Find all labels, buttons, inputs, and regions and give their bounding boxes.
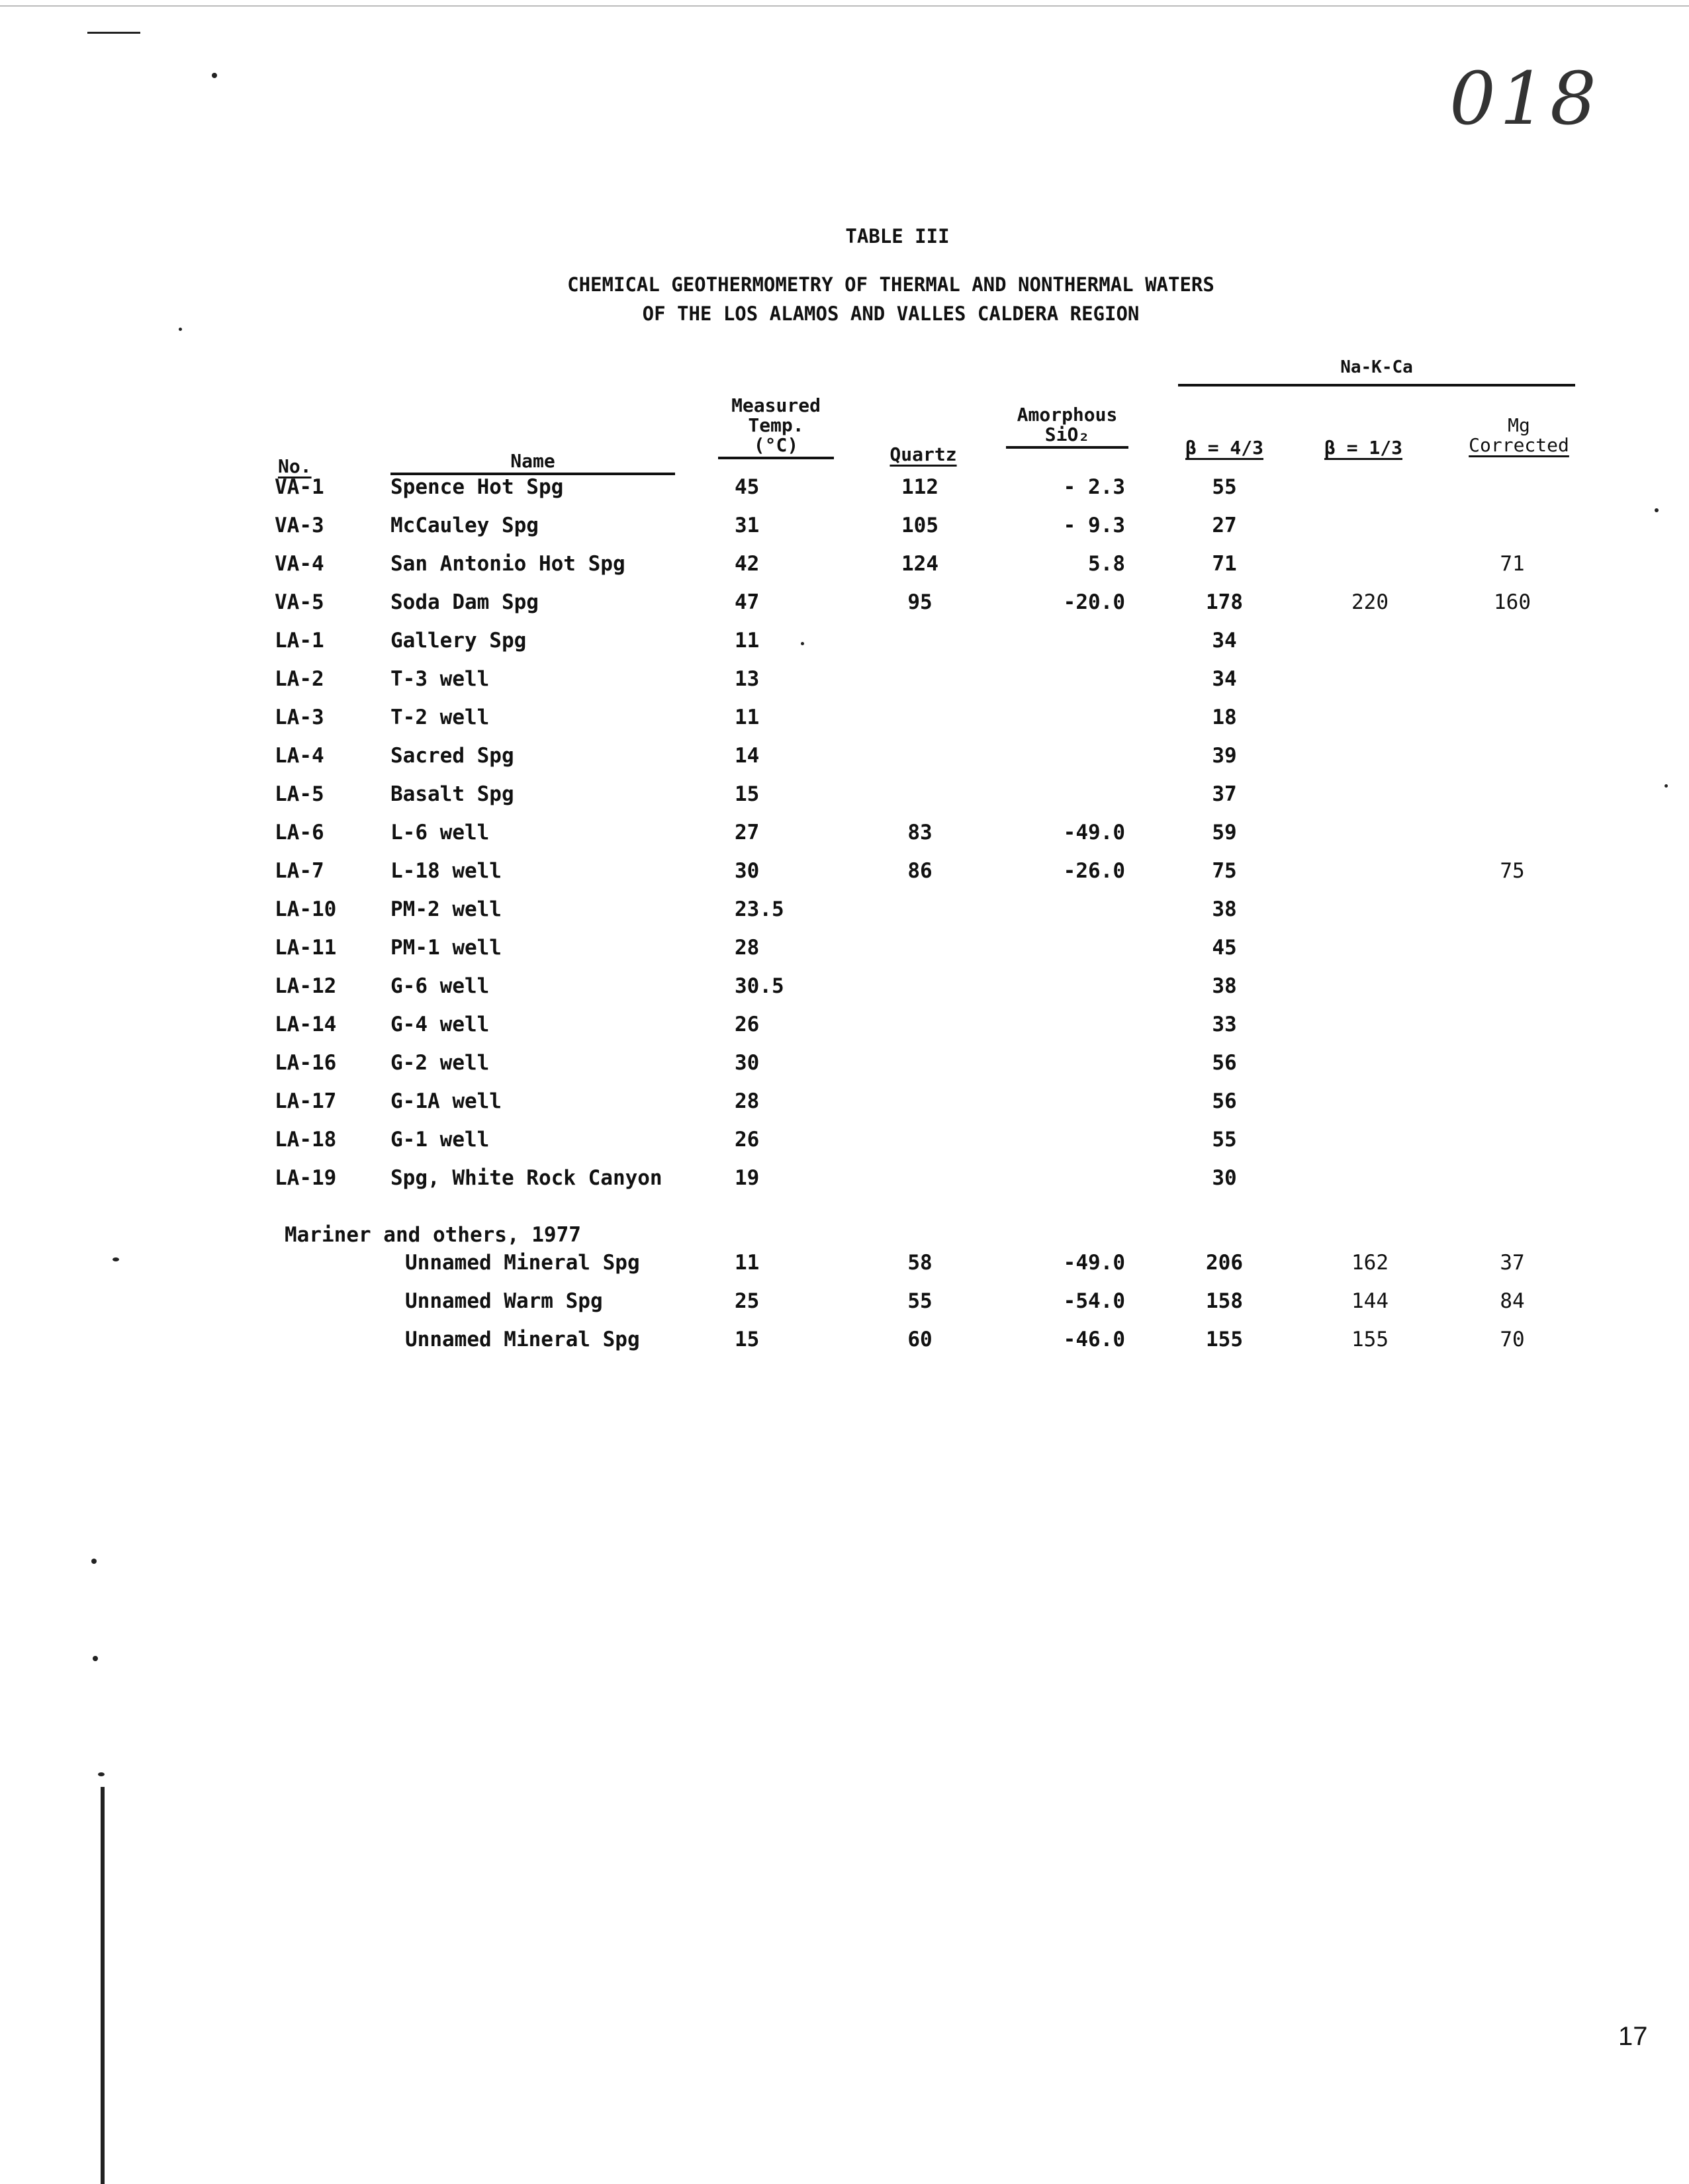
cell-measured-temp: 27 (735, 821, 760, 844)
cell-mg-corrected: 160 (1494, 590, 1531, 614)
cell-measured-temp: 30 (735, 859, 760, 883)
cell-beta-4-3: 45 (1212, 936, 1237, 960)
cell-amorphous-sio2: -49.0 (1063, 821, 1125, 844)
cell-beta-4-3: 55 (1212, 1128, 1237, 1152)
cell-name: Unnamed Mineral Spg (405, 1251, 640, 1275)
cell-amorphous-sio2: 5.8 (1088, 552, 1125, 576)
cell-measured-temp: 30.5 (735, 974, 784, 998)
scan-edge-bar (101, 1787, 105, 2184)
column-header-line: (°C) (718, 435, 834, 459)
table-row (0, 782, 1689, 815)
column-header-label: Quartz (890, 443, 957, 465)
cell-name: G-6 well (390, 974, 490, 998)
cell-beta-1-3: 144 (1351, 1289, 1389, 1313)
table-row (0, 1328, 1689, 1361)
cell-no: LA-7 (275, 859, 324, 883)
scan-speck (91, 1559, 97, 1564)
cell-measured-temp: 25 (735, 1289, 760, 1313)
cell-name: T-2 well (390, 705, 490, 729)
cell-name: McCauley Spg (390, 514, 539, 537)
cell-no: LA-12 (275, 974, 337, 998)
cell-beta-4-3: 38 (1212, 897, 1237, 921)
cell-name: San Antonio Hot Spg (390, 552, 625, 576)
cell-measured-temp: 11 (735, 1251, 760, 1275)
cell-no: LA-19 (275, 1166, 337, 1190)
cell-quartz: 55 (907, 1289, 933, 1313)
cell-name: G-1 well (390, 1128, 490, 1152)
table-row (0, 705, 1689, 739)
cell-beta-4-3: 158 (1206, 1289, 1243, 1313)
title-line: OF THE LOS ALAMOS AND VALLES CALDERA REGION (642, 302, 1140, 325)
cell-measured-temp: 45 (735, 475, 760, 499)
cell-mg-corrected: 84 (1500, 1289, 1525, 1313)
cell-measured-temp: 14 (735, 744, 760, 768)
cell-measured-temp: 11 (735, 705, 760, 729)
cell-mg-corrected: 75 (1500, 859, 1525, 883)
column-header-mg-corrected (1456, 416, 1582, 455)
column-header-beta-4-3 (1175, 438, 1274, 458)
table-row (0, 552, 1689, 585)
table-row (0, 859, 1689, 892)
table-row (0, 629, 1689, 662)
table-row (0, 1166, 1689, 1199)
handwritten-page-mark: 018 (1449, 56, 1600, 141)
scan-speck (1655, 508, 1659, 512)
table-row (0, 936, 1689, 969)
cell-amorphous-sio2: -20.0 (1063, 590, 1125, 614)
cell-beta-4-3: 38 (1212, 974, 1237, 998)
cell-no: VA-1 (275, 475, 324, 499)
table-row (0, 821, 1689, 854)
column-header-beta-1-3 (1314, 438, 1413, 458)
cell-amorphous-sio2: -46.0 (1063, 1328, 1125, 1351)
column-header-line: Corrected (1469, 434, 1569, 456)
cell-mg-corrected: 70 (1500, 1328, 1525, 1351)
cell-quartz: 95 (907, 590, 933, 614)
cell-amorphous-sio2: - 9.3 (1063, 514, 1125, 537)
cell-beta-4-3: 34 (1212, 667, 1237, 691)
table-row (0, 1089, 1689, 1122)
cell-mg-corrected: 71 (1500, 552, 1525, 576)
table-row (0, 1013, 1689, 1046)
cell-name: Spg, White Rock Canyon (390, 1166, 662, 1190)
cell-no: LA-10 (275, 897, 337, 921)
cell-no: LA-14 (275, 1013, 337, 1036)
table-row (0, 744, 1689, 777)
cell-no: LA-1 (275, 629, 324, 653)
cell-amorphous-sio2: - 2.3 (1063, 475, 1125, 499)
cell-beta-1-3: 155 (1351, 1328, 1389, 1351)
cell-beta-4-3: 59 (1212, 821, 1237, 844)
cell-quartz: 112 (901, 475, 938, 499)
cell-name: Unnamed Mineral Spg (405, 1328, 640, 1351)
cell-measured-temp: 26 (735, 1013, 760, 1036)
cell-measured-temp: 19 (735, 1166, 760, 1190)
cell-no: LA-2 (275, 667, 324, 691)
cell-beta-4-3: 39 (1212, 744, 1237, 768)
cell-beta-4-3: 34 (1212, 629, 1237, 653)
cell-mg-corrected: 37 (1500, 1251, 1525, 1275)
table-title (0, 270, 1689, 328)
title-line: CHEMICAL GEOTHERMOMETRY OF THERMAL AND NONTHERMAL WATERS (567, 273, 1214, 296)
cell-no: LA-17 (275, 1089, 337, 1113)
cell-beta-4-3: 155 (1206, 1328, 1243, 1351)
column-header-label: No. (278, 455, 312, 477)
cell-beta-4-3: 71 (1212, 552, 1237, 576)
cell-quartz: 58 (907, 1251, 933, 1275)
table-row (0, 1128, 1689, 1161)
cell-no: VA-3 (275, 514, 324, 537)
table-row (0, 1251, 1689, 1284)
cell-beta-4-3: 27 (1212, 514, 1237, 537)
column-header-temp (718, 396, 834, 459)
column-header-quartz (877, 445, 970, 465)
column-header-line: SiO₂ (1006, 425, 1128, 449)
cell-measured-temp: 23.5 (735, 897, 784, 921)
cell-name: L-18 well (390, 859, 502, 883)
column-header-label: β = 4/3 (1185, 437, 1263, 459)
cell-no: LA-11 (275, 936, 337, 960)
cell-name: G-4 well (390, 1013, 490, 1036)
cell-quartz: 105 (901, 514, 938, 537)
cell-measured-temp: 26 (735, 1128, 760, 1152)
column-header-line: Mg (1508, 414, 1530, 436)
cell-quartz: 83 (907, 821, 933, 844)
cell-name: T-3 well (390, 667, 490, 691)
column-header-amorphous-sio2 (1006, 405, 1128, 449)
cell-name: Soda Dam Spg (390, 590, 539, 614)
column-header-label: Name (390, 451, 675, 475)
cell-name: L-6 well (390, 821, 490, 844)
source-citation: Mariner and others, 1977 (285, 1223, 581, 1247)
cell-quartz: 124 (901, 552, 938, 576)
cell-name: Gallery Spg (390, 629, 527, 653)
na-k-ca-group-header: Na-K-Ca (1178, 357, 1575, 387)
cell-measured-temp: 15 (735, 782, 760, 806)
cell-quartz: 60 (907, 1328, 933, 1351)
cell-name: Unnamed Warm Spg (405, 1289, 603, 1313)
cell-measured-temp: 28 (735, 936, 760, 960)
cell-beta-4-3: 206 (1206, 1251, 1243, 1275)
cell-beta-4-3: 37 (1212, 782, 1237, 806)
cell-measured-temp: 31 (735, 514, 760, 537)
table-row (0, 974, 1689, 1007)
table-row (0, 1051, 1689, 1084)
cell-name: Spence Hot Spg (390, 475, 564, 499)
cell-no: LA-16 (275, 1051, 337, 1075)
cell-no: LA-3 (275, 705, 324, 729)
table-row (0, 514, 1689, 547)
scan-speck (98, 1772, 105, 1776)
cell-beta-4-3: 75 (1212, 859, 1237, 883)
cell-beta-4-3: 18 (1212, 705, 1237, 729)
column-header-name (390, 451, 675, 475)
cell-measured-temp: 42 (735, 552, 760, 576)
table-row (0, 475, 1689, 508)
table-row (0, 667, 1689, 700)
cell-name: G-2 well (390, 1051, 490, 1075)
cell-measured-temp: 30 (735, 1051, 760, 1075)
cell-amorphous-sio2: -54.0 (1063, 1289, 1125, 1313)
cell-no: LA-5 (275, 782, 324, 806)
cell-beta-4-3: 33 (1212, 1013, 1237, 1036)
cell-name: G-1A well (390, 1089, 502, 1113)
cell-beta-4-3: 178 (1206, 590, 1243, 614)
cell-name: PM-2 well (390, 897, 502, 921)
cell-no: LA-6 (275, 821, 324, 844)
table-row (0, 590, 1689, 623)
cell-measured-temp: 13 (735, 667, 760, 691)
cell-beta-4-3: 55 (1212, 475, 1237, 499)
cell-no: VA-5 (275, 590, 324, 614)
scan-speck (93, 1656, 98, 1661)
cell-beta-1-3: 220 (1351, 590, 1389, 614)
cell-no: VA-4 (275, 552, 324, 576)
table-label: TABLE III (845, 225, 950, 248)
column-header-label: β = 1/3 (1324, 437, 1402, 459)
table-row (0, 897, 1689, 931)
table-row (0, 1289, 1689, 1322)
cell-measured-temp: 15 (735, 1328, 760, 1351)
cell-no: LA-4 (275, 744, 324, 768)
cell-name: Sacred Spg (390, 744, 514, 768)
cell-measured-temp: 11 (735, 629, 760, 653)
cell-amorphous-sio2: -49.0 (1063, 1251, 1125, 1275)
cell-beta-4-3: 30 (1212, 1166, 1237, 1190)
scan-mark (87, 32, 140, 34)
column-header-line: Temp. (748, 414, 804, 436)
cell-measured-temp: 28 (735, 1089, 760, 1113)
column-header-line: Measured (731, 394, 821, 416)
cell-name: PM-1 well (390, 936, 502, 960)
scan-speck (212, 73, 217, 78)
cell-amorphous-sio2: -26.0 (1063, 859, 1125, 883)
page-number: 17 (1618, 2022, 1648, 2051)
column-header-no (278, 457, 344, 477)
cell-no: LA-18 (275, 1128, 337, 1152)
scan-top-edge (0, 5, 1689, 7)
cell-name: Basalt Spg (390, 782, 514, 806)
cell-quartz: 86 (907, 859, 933, 883)
cell-measured-temp: 47 (735, 590, 760, 614)
column-header-line: Amorphous (1017, 404, 1118, 426)
cell-beta-4-3: 56 (1212, 1089, 1237, 1113)
cell-beta-1-3: 162 (1351, 1251, 1389, 1275)
cell-beta-4-3: 56 (1212, 1051, 1237, 1075)
